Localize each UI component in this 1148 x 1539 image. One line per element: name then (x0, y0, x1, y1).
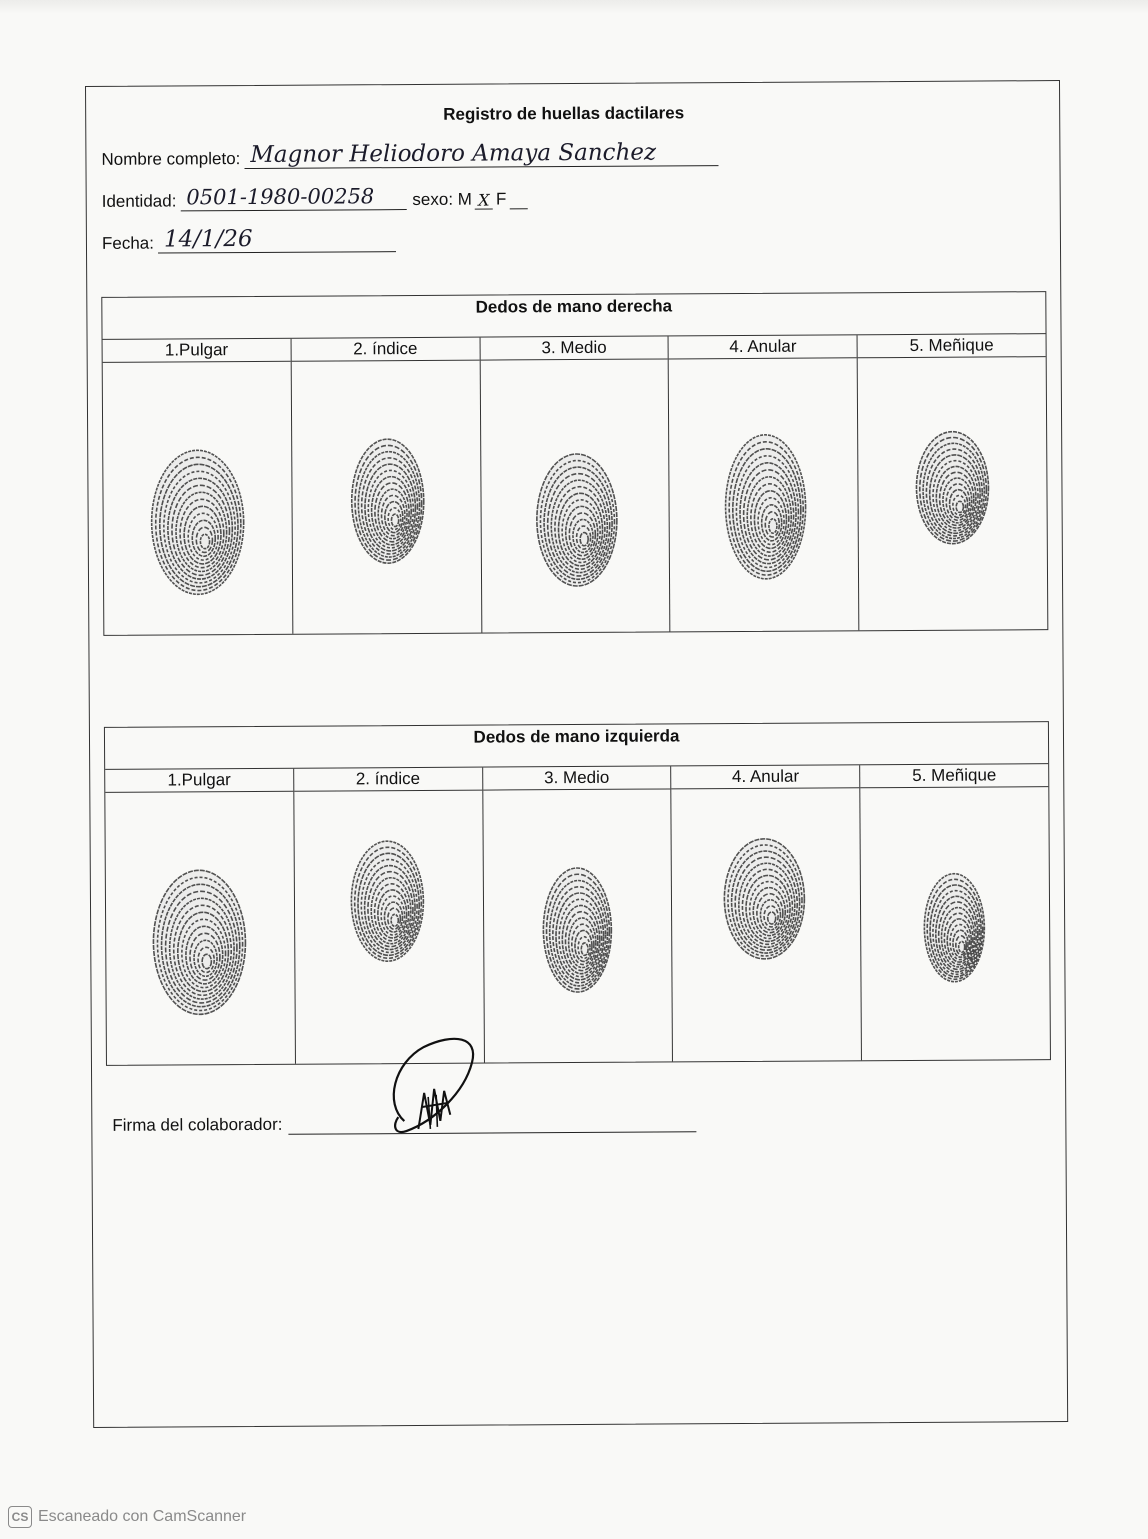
finger-cell (858, 334, 1048, 630)
fingerprint-image (672, 788, 861, 1061)
date-label: Fecha: (101, 233, 155, 253)
fingerprint-image (103, 362, 292, 635)
fingerprint-ridges (858, 357, 1048, 630)
signature-field (112, 1111, 696, 1136)
identity-field (102, 182, 531, 212)
right-hand-title: Dedos de mano derecha (102, 292, 1045, 340)
fingerprint-image (860, 787, 1049, 1060)
name-value: Magnor Heliodoro Amaya Sanchez (244, 139, 718, 169)
date-value: 14/1/26 (158, 225, 396, 253)
finger-label: 1.Pulgar (105, 769, 293, 793)
left-hand-title: Dedos de mano izquierda (105, 722, 1048, 770)
fingerprint-form (85, 80, 1068, 1428)
finger-cell (483, 766, 674, 1062)
fingerprint-image (105, 792, 294, 1065)
left-hand-table (104, 721, 1051, 1066)
fingerprint-image (291, 361, 480, 634)
signature-scribble (384, 1033, 495, 1144)
finger-label: 4. Anular (669, 335, 857, 359)
finger-cell (860, 764, 1050, 1060)
finger-cell (105, 769, 296, 1065)
sex-f-label: F (495, 189, 507, 209)
identity-label: Identidad: (101, 191, 177, 211)
finger-label: 2. índice (291, 338, 479, 362)
fingerprint-image (294, 791, 483, 1064)
fingerprint-ridges (105, 792, 295, 1065)
signature-label: Firma del colaborador: (112, 1114, 283, 1135)
finger-label: 4. Anular (672, 765, 860, 789)
fingerprint-ridges (480, 359, 670, 632)
finger-label: 3. Medio (480, 336, 668, 360)
finger-label: 2. índice (294, 768, 482, 792)
scanner-watermark (8, 1506, 246, 1528)
date-field (102, 225, 396, 254)
finger-cell (480, 336, 671, 632)
finger-label: 1.Pulgar (103, 339, 291, 363)
fingerprint-image (858, 357, 1047, 630)
finger-cell (291, 338, 482, 634)
finger-cell (672, 765, 863, 1061)
sex-m-mark: X (475, 193, 493, 210)
name-label: Nombre completo: (101, 149, 241, 169)
fingerprint-ridges (291, 361, 481, 634)
sex-f-blank (509, 208, 527, 209)
right-hand-table (101, 291, 1048, 636)
fingerprint-ridges (103, 362, 293, 635)
finger-cell (669, 335, 860, 631)
fingerprint-image (480, 359, 669, 632)
identity-value: 0501-1980-00258 (180, 183, 406, 211)
finger-cell (294, 768, 485, 1064)
left-hand-row (105, 764, 1050, 1065)
fingerprint-ridges (483, 789, 673, 1062)
fingerprint-ridges (672, 788, 862, 1061)
finger-label: 5. Meñique (860, 764, 1048, 788)
finger-cell (103, 339, 294, 635)
scan-edge-shadow (0, 0, 1148, 14)
right-hand-row (103, 334, 1048, 635)
fingerprint-ridges (860, 787, 1050, 1060)
finger-label: 5. Meñique (858, 334, 1046, 358)
camscanner-logo: CS (8, 1506, 32, 1528)
finger-label: 3. Medio (483, 766, 671, 790)
fingerprint-ridges (669, 358, 859, 631)
signature-line (288, 1111, 696, 1134)
name-field (101, 139, 718, 170)
sex-label: sexo: M (412, 189, 472, 210)
fingerprint-image (669, 358, 858, 631)
watermark-text: Escaneado con CamScanner (38, 1508, 247, 1525)
fingerprint-image (483, 789, 672, 1062)
form-title: Registro de huellas dactilares (443, 103, 685, 124)
fingerprint-ridges (294, 791, 484, 1064)
